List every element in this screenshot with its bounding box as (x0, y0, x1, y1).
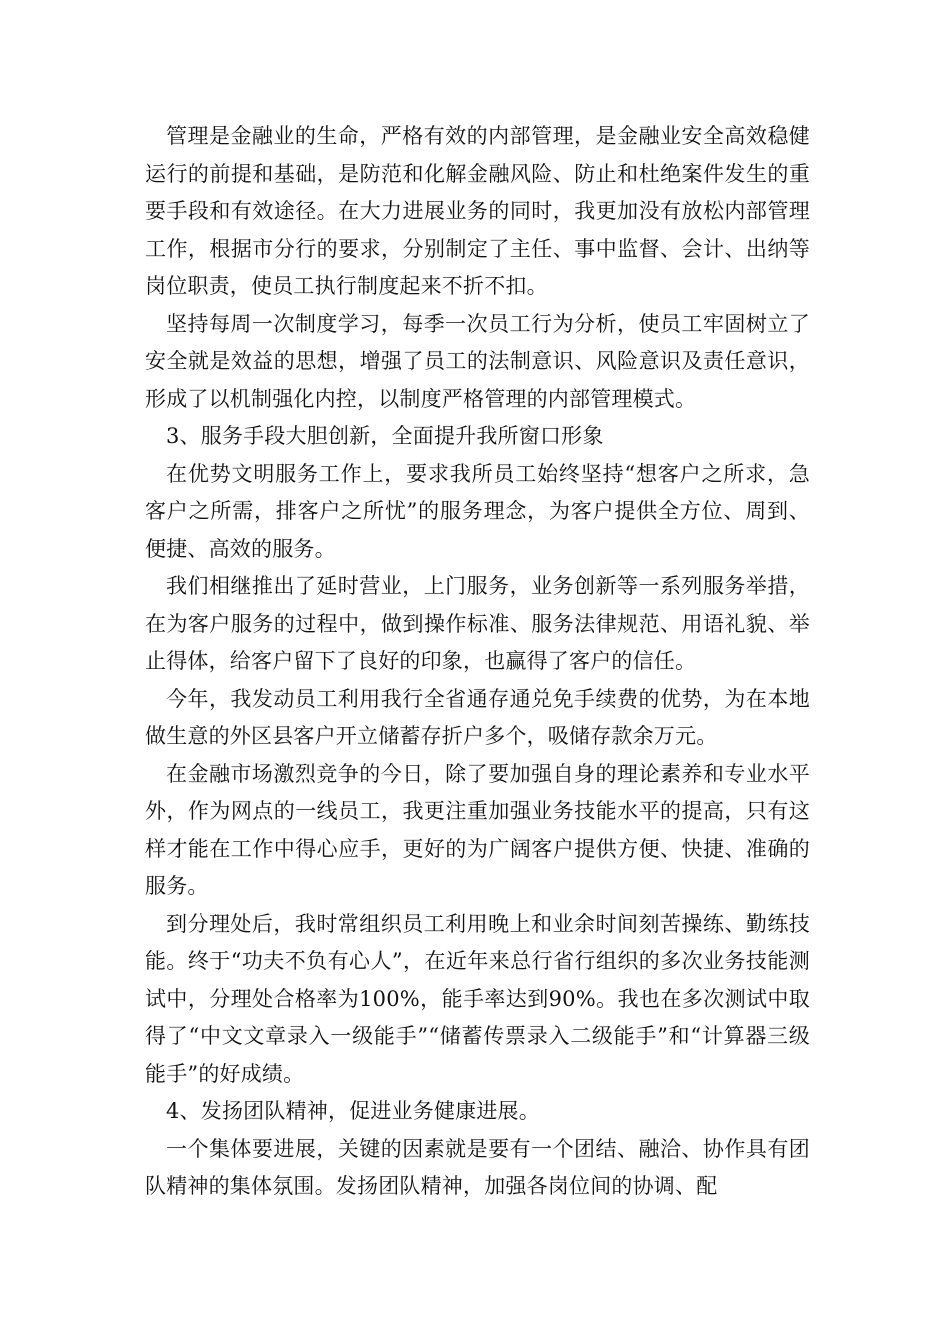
paragraph-civilized-service: 在优势文明服务工作上，要求我所员工始终坚持“想客户之所求，急客户之所需，排客户之所忧”的服务理念，为客户提供全方位、周到、便捷、高效的服务。 (145, 461, 810, 561)
document-body (145, 118, 810, 1206)
paragraph-team-spirit: 一个集体要进展，关键的因素就是要有一个团结、融洽、协作具有团队精神的集体氛围。发扬团队精神，加强各岗位间的协调、配 (145, 1136, 810, 1198)
paragraph-internal-management: 管理是金融业的生命，严格有效的内部管理，是金融业安全高效稳健运行的前提和基础，是防范和化解金融风险、防止和杜绝案件发生的重要手段和有效途径。在大力进展业务的同时，我更加没有放松内部管理工作，根据市分行的要求，分别制定了主任、事中监督、会计、出纳等岗位职责，使员工执行制度起来不折不扣。 (145, 124, 810, 298)
section-heading-3: 3、服务手段大胆创新，全面提升我所窗口形象 (166, 424, 604, 448)
paragraph-competition: 在金融市场激烈竞争的今日，除了要加强自身的理论素养和专业水平外，作为网点的一线员工，我更注重加强业务技能水平的提高，只有这样才能在工作中得心应手，更好的为广阔客户提供方便、快捷、准确的服务。 (145, 761, 810, 898)
paragraph-weekly-study: 坚持每周一次制度学习，每季一次员工行为分析，使员工牢固树立了安全就是效益的思想，增强了员工的法制意识、风险意识及责任意识，形成了以机制强化内控，以制度严格管理的内部管理模式。 (145, 311, 810, 411)
paragraph-this-year: 今年，我发动员工利用我行全省通存通兑免手续费的优势，为在本地做生意的外区县客户开立储蓄存折户多个，吸储存款余万元。 (145, 686, 810, 748)
paragraph-skills-training: 到分理处后，我时常组织员工利用晚上和业余时间刻苦操练、勤练技能。终于“功夫不负有心人”，在近年来总行省行组织的多次业务技能测试中，分理处合格率为100%，能手率达到90%。我也在多次测试中取得了“中文文章录入一级能手”“储蓄传票录入二级能手”和“计算器三级能手”的好成绩。 (145, 911, 810, 1086)
paragraph-service-measures: 我们相继推出了延时营业，上门服务，业务创新等一系列服务举措，在为客户服务的过程中，做到操作标准、服务法律规范、用语礼貌、举止得体，给客户留下了良好的印象，也赢得了客户的信任。 (145, 574, 810, 673)
section-heading-4: 4、发扬团队精神，促进业务健康进展。 (166, 1099, 540, 1123)
